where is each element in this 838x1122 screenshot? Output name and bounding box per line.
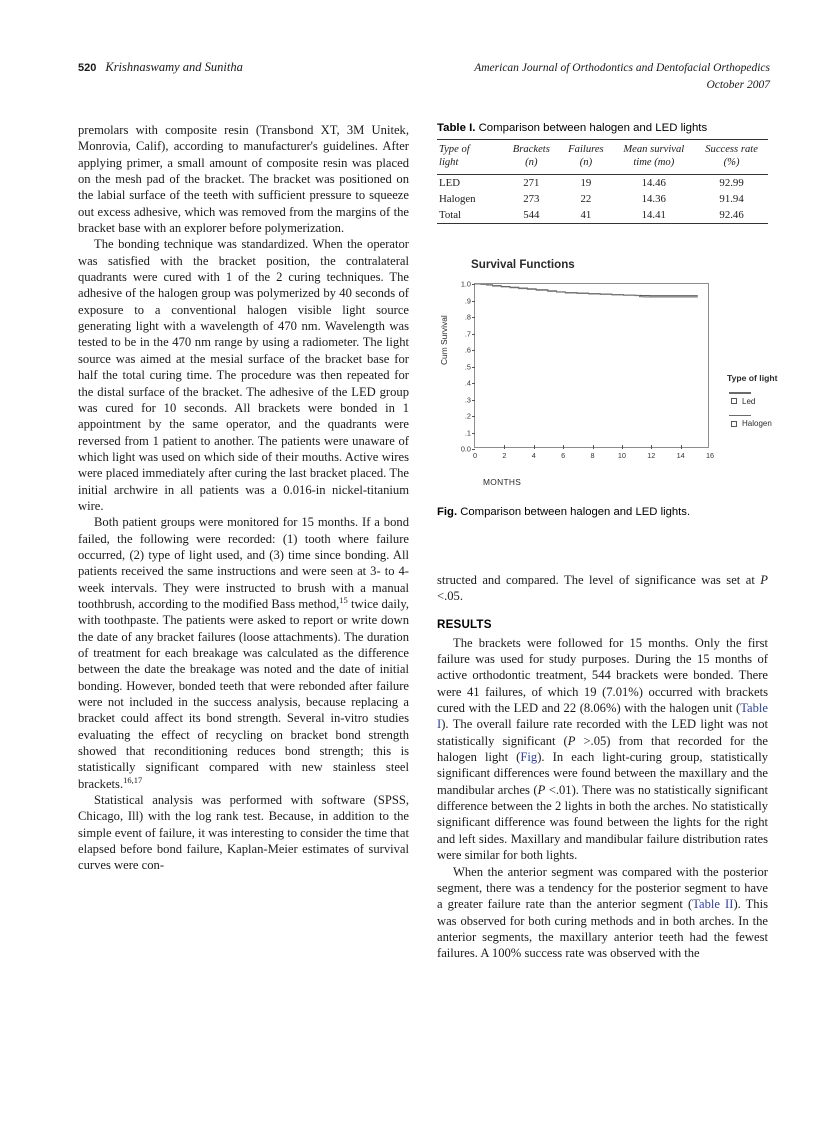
x-axis-tick-mark (504, 445, 505, 449)
y-axis-tick-mark (472, 433, 476, 434)
x-axis-tick-label: 14 (676, 451, 685, 460)
reference-marker-15: 15 (339, 594, 348, 605)
y-axis-tick-label: .4 (464, 378, 471, 388)
y-axis-tick-label: .7 (464, 329, 471, 338)
cell-mean-survival: 14.36 (641, 192, 666, 205)
x-axis-tick-mark (534, 445, 535, 449)
cell-success-rate: 92.46 (719, 208, 744, 221)
paragraph-monitoring (78, 514, 409, 792)
x-axis-tick-mark (563, 445, 564, 449)
y-axis-tick-mark (472, 284, 476, 285)
chart-legend (727, 373, 805, 428)
table-row (437, 191, 768, 207)
chart-plot-area (460, 279, 715, 460)
running-head-right (474, 60, 770, 93)
table-1-container (437, 122, 768, 224)
x-axis-tick-mark (622, 445, 623, 449)
p-symbol: P (537, 782, 546, 797)
col-header-success-rate: Success rate (%) (705, 144, 758, 168)
cell-failures: 41 (580, 208, 592, 221)
results-text-e: <.01). There was no statistically significant difference between the 2 lights in both the arches. No statistically significant difference was found between the lights for the right and left sides. Maxillary and mandibular failure distribution rates were similar for both lights. (437, 782, 768, 863)
paragraph-results-2 (437, 864, 768, 962)
table-1-caption (437, 122, 768, 134)
legend-marker-icon (731, 421, 737, 427)
figure-caption-text: Comparison between halogen and LED lights. (460, 506, 691, 518)
x-axis-tick-mark (593, 445, 594, 449)
link-table-2[interactable]: Table II (692, 897, 734, 912)
legend-line-icon (729, 415, 751, 417)
y-axis-tick-label: 0.0 (460, 444, 471, 454)
significance-text-a: structed and compared. The level of significance was set at (437, 573, 761, 587)
table-row (437, 207, 768, 224)
y-axis-tick-label: .1 (464, 428, 471, 437)
legend-line-icon (729, 392, 751, 394)
cell-brackets: 273 (523, 192, 540, 205)
col-header-mean-survival-time: Mean survival time (mo) (623, 144, 685, 168)
y-axis-tick-label: .6 (464, 345, 471, 355)
y-axis-tick-mark (472, 350, 476, 351)
cell-mean-survival: 14.46 (641, 176, 666, 189)
cell-brackets: 271 (523, 176, 540, 189)
y-axis-tick-label: .2 (464, 411, 471, 421)
cell-failures: 19 (580, 176, 592, 189)
table-row (437, 175, 768, 192)
results-text-b: ). The overall failure rate recorded with the LED light was not statistically significant ( (437, 717, 768, 748)
legend-label-halogen: Halogen (742, 419, 772, 429)
running-head (78, 60, 770, 100)
paragraph-monitoring-text-a: Both patient groups were monitored for 15 months. If a bond failed, the following were recorded: (1) tooth where failure occurred, (2) type of light used, and (3) time since bonding. All patients received the same instructions and were seen at 3- to 4-week intervals. They were instructed to brush with a manual toothbrush, according to the modified Bass method, (78, 515, 409, 611)
paragraph-statistical-analysis: Statistical analysis was performed with software (SPSS, Chicago, Ill) with the log rank test. Because, in addition to the simple event of failure, it was interesting to consider the time that elapsed before bond failure, Kaplan-Meier estimates of survival curves were con- (78, 793, 409, 873)
survival-curve-led (475, 284, 698, 296)
y-axis-tick-mark (472, 449, 476, 450)
col-header-failures: Failures (n) (568, 144, 604, 168)
section-heading-results: RESULTS (437, 617, 492, 631)
x-axis-tick-label: 16 (705, 451, 715, 460)
p-symbol: P (567, 733, 576, 748)
table-header-row (437, 140, 768, 175)
y-axis-tick-mark (472, 301, 476, 302)
results2-text-b: ). This was observed for both curing methods and in both arches. In the anterior segments, the maxillary anterior teeth had the fewest failures. A 100% success rate was observed with the (437, 897, 769, 961)
legend-marker-icon (731, 398, 737, 404)
significance-p-symbol: P (760, 573, 768, 587)
table-bottom-rule (437, 224, 768, 225)
right-column (437, 572, 768, 962)
results-text-d: ). In each light-curing group, statistically significant differences were found between the maxillary and the mandibular arches ( (437, 750, 768, 797)
chart-x-axis-label: MONTHS (483, 477, 522, 487)
figure-label: Fig. (437, 506, 458, 518)
y-axis-tick-label: .5 (464, 362, 471, 371)
figure-caption (437, 506, 768, 518)
paragraph-monitoring-text-b: twice daily, with toothpaste. The patients were asked to report or write down the date of any bracket failures (loose attachments). The duration of treatment for each breakage was calculated as the difference between the date the breakage was noted and the date of initial bonding. However, bonded teeth that were rebonded after failure were not included in the success analysis, because replacing a bracket could affect its bond strength. Several in-vitro studies evaluating the effect of recycling on bracket bond strength showed that reconditioning reduces bond strength; this is statistically significant compared with new stainless steel brackets. (78, 596, 409, 791)
table-1-label: Table I. (437, 122, 476, 134)
cell-light-type: Halogen (439, 192, 476, 205)
chart-title: Survival Functions (471, 258, 575, 271)
link-table-1[interactable]: Table I (437, 701, 768, 732)
cell-brackets: 544 (523, 208, 540, 221)
cell-light-type: Total (439, 208, 462, 221)
cell-mean-survival: 14.41 (641, 208, 666, 221)
legend-label-led: Led (742, 396, 756, 406)
legend-item-halogen (727, 415, 805, 429)
cell-success-rate: 92.99 (719, 176, 744, 189)
significance-text-b: <.05. (437, 589, 463, 604)
chart-y-axis-label: Cum Survival (439, 315, 449, 365)
paragraph-premolars: premolars with composite resin (Transbond XT, 3M Unitek, Monrovia, Calif), according to manufacturer's guidelines. After applying primer, a small amount of composite resin was placed on the mesh pad of the bracket. The bracket was positioned on the labial surface of the teeth with sufficient pressure to squeeze out excess adhesive, which was removed from the margins of the bracket base with an explorer before polymerization. (78, 123, 409, 236)
paragraph-results-1 (437, 635, 768, 864)
x-axis-tick-mark (651, 445, 652, 449)
figure-container (437, 258, 778, 518)
legend-item-led (727, 392, 805, 406)
left-column (78, 122, 409, 874)
table-1 (437, 139, 768, 224)
page-number: 520 (78, 62, 97, 74)
results2-text-a: When the anterior segment was compared with the posterior segment, there was a tendency for the posterior segment to have a greater failure rate than the anterior segment ( (437, 864, 768, 912)
running-head-left (78, 60, 243, 75)
table-1-title: Comparison between halogen and LED lights (478, 122, 708, 134)
link-figure[interactable]: Fig (520, 750, 538, 765)
x-axis-tick-mark (681, 445, 682, 449)
running-head-authors: Krishnaswamy and Sunitha (105, 60, 243, 74)
survival-chart (437, 258, 778, 498)
y-axis-tick-label: .8 (464, 312, 471, 322)
survival-curves (475, 284, 708, 447)
x-axis-tick-label: 8 (590, 451, 595, 460)
cell-light-type: LED (439, 176, 460, 189)
reference-marker-16-17: 16,17 (123, 774, 143, 785)
x-axis-tick-label: 0 (472, 451, 478, 460)
table-1-head (437, 140, 768, 175)
y-axis-tick-label: 1.0 (460, 279, 471, 289)
x-axis-tick-label: 4 (531, 451, 536, 460)
y-axis-tick-mark (472, 416, 476, 417)
y-axis-tick-mark (472, 383, 476, 384)
results-text-a: The brackets were followed for 15 months. Only the first failure was used for study purposes. During the 15 months of active orthodontic treatment, 544 brackets were bonded. There were 41 failures, of which 19 (7.01%) occurred with brackets cured with the LED and 22 (8.06%) with the halogen unit ( (437, 635, 768, 716)
y-axis-tick-label: .9 (464, 296, 471, 305)
y-axis-tick-label: .3 (464, 395, 471, 404)
paragraph-bonding-technique: The bonding technique was standardized. When the operator was satisfied with the bracket position, the contralateral quadrants were cured with 1 of the 2 curing techniques. The adhesive of the halogen group was polymerized by 40 seconds of exposure to a conventional halogen visible light source generating light with a wavelength of 470 nm. Wavelength was tested to be in the 470 nm range by using a radiometer. The light source was aimed at the mesial surface of the bracket base for half the total curing time. The procedure was then repeated for the distal surface of the bracket. The adhesive of the LED group was cured for 10 seconds. All brackets were bonded in 1 appointment by the same operator, and the quadrants were reversed from 1 patient to another. The patients were unaware of which light was used on which side of their mouths. Active wires were placed immediately after curing the last bracket placed. The initial archwire in all patients was a 0.016-in nickel-titanium wire. (78, 237, 409, 513)
col-header-brackets: Brackets (n) (512, 144, 550, 168)
y-axis-tick-mark (472, 334, 476, 335)
issue-date: October 2007 (706, 78, 770, 91)
cell-failures: 22 (580, 192, 592, 205)
y-axis-tick-mark (472, 317, 476, 318)
col-header-type-of-light: Type of light (439, 144, 470, 168)
paragraph-significance (437, 572, 768, 605)
y-axis-tick-mark (472, 367, 476, 368)
results-text-c: >.05) from that recorded for the halogen light ( (437, 733, 768, 765)
x-axis-tick-label: 2 (502, 451, 507, 460)
x-axis-tick-label: 10 (617, 451, 626, 460)
y-axis-tick-mark (472, 400, 476, 401)
journal-title: American Journal of Orthodontics and Dentofacial Orthopedics (474, 62, 770, 74)
cell-success-rate: 91.94 (719, 192, 744, 205)
table-1-body (437, 175, 768, 225)
legend-title: Type of light (727, 373, 778, 383)
x-axis-tick-label: 6 (561, 451, 566, 460)
x-axis-tick-label: 12 (647, 451, 656, 460)
